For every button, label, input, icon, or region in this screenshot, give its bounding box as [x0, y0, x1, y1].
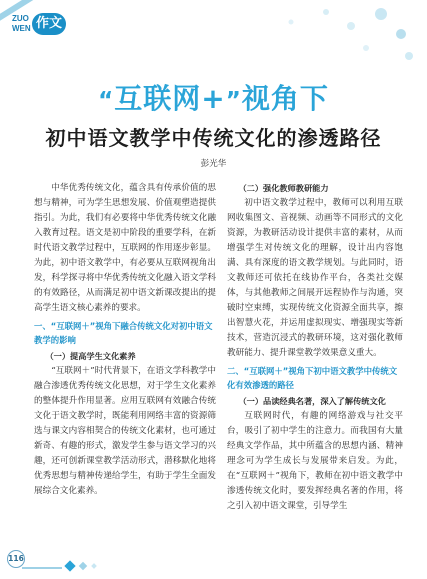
- headline: [0, 77, 427, 117]
- bottom-decoration: [22, 556, 222, 576]
- headline-phrase: 互联网: [114, 82, 202, 115]
- paragraph-2: 初中语文教学过程中，教师可以利用互联网收集图文、音视频、动画等不同形式的文化资源，为教研活动设计提供丰富的素材，从而增强学生对传统文化的理解，设计出内容饱满、具有深度的语文教学规划。与此同时，语文教师还可依托在线协作平台，各类社交媒体，与其他教师之间展开远程协作与沟通，突破时空束缚，实现传统文化资源全面共享，擦出智慧火花，并运用虚拟现实、增强现实等新技术，营造沉浸式的教研环境，这对强化教师教研能力、提升课堂教学效果意义重大。: [227, 198, 403, 358]
- section-heading-1: 一、“互联网＋”视角下融合传统文化对初中语文教学的影响: [34, 321, 213, 345]
- logo-zuo-text: ZUO: [12, 14, 29, 23]
- intro-paragraph: 中华优秀传统文化，蕴含具有传承价值的思想与精神，可为学生思想发展、价值观塑造提供指引。为此，我们有必要将中华优秀传统文化融入教育过程。语文是初中阶段的重要学科，在新时代语文教学过程中，互联网的作用逐步彰显。为此，初中语文教学中，有必要从互联网视角出发，科学探寻将中华优秀传统文化融入语文学科的有效路径，从而满足初中语文新课改提出的提高学生语文核心素养的要求。: [34, 183, 216, 313]
- headline-open-quote: “: [98, 88, 115, 114]
- subheading-1: （一）提高学生文化素养: [45, 351, 136, 361]
- magazine-logo: [8, 8, 78, 42]
- subheading-3: （一）品读经典名著，深入了解传统文化: [238, 396, 386, 406]
- headline-plus: +: [201, 82, 226, 115]
- logo-wen-text: WEN: [12, 24, 31, 33]
- subheading-2: （二）强化教师教研能力: [238, 183, 329, 193]
- logo-badge: 作文: [32, 13, 66, 35]
- section-heading-2: 二、“互联网＋”视角下初中语文教学中传统文化有效渗透的路径: [227, 366, 398, 390]
- article-title: 初中语文教学中传统文化的渗透路径: [45, 126, 382, 150]
- right-column: [227, 181, 403, 514]
- circle-decoration: [231, 4, 421, 74]
- paragraph-1: “互联网＋”时代背景下，在语文学科教学中融合渗透优秀传统文化思想，对于学生文化素养的整体提升作用显著。应用互联网有效融合传统文化于语文教学时，既能利用网络丰富的资源筛选与课文内容相契合的传统文化素材，也可通过新奇、有趣的形式，激发学生参与语文学习的兴趣，还可创新课堂教学活动形式，潜移默化地将优秀思想与精神传递给学生，有助于学生全面发展综合文化素养。: [34, 366, 216, 496]
- left-column: [34, 181, 216, 499]
- author-name: 彭光华: [200, 159, 227, 169]
- paragraph-3: 互联网时代，有趣的网络游戏与社交平台，吸引了初中学生的注意力。而我国有大量经典文学作品，其中所蕴含的思想内涵、精神理念可为学生成长与发展带来启发。为此，在“互联网＋”视角下，教师在初中语文教学中渗透传统文化时，要发挥经典名著的作用，将之引入初中语文课堂，引导学生: [227, 411, 403, 511]
- headline-rest: 视角下: [241, 82, 329, 115]
- headline-close-quote: ”: [225, 88, 242, 114]
- page-number-box: [4, 542, 44, 572]
- page-number: 116: [7, 550, 25, 568]
